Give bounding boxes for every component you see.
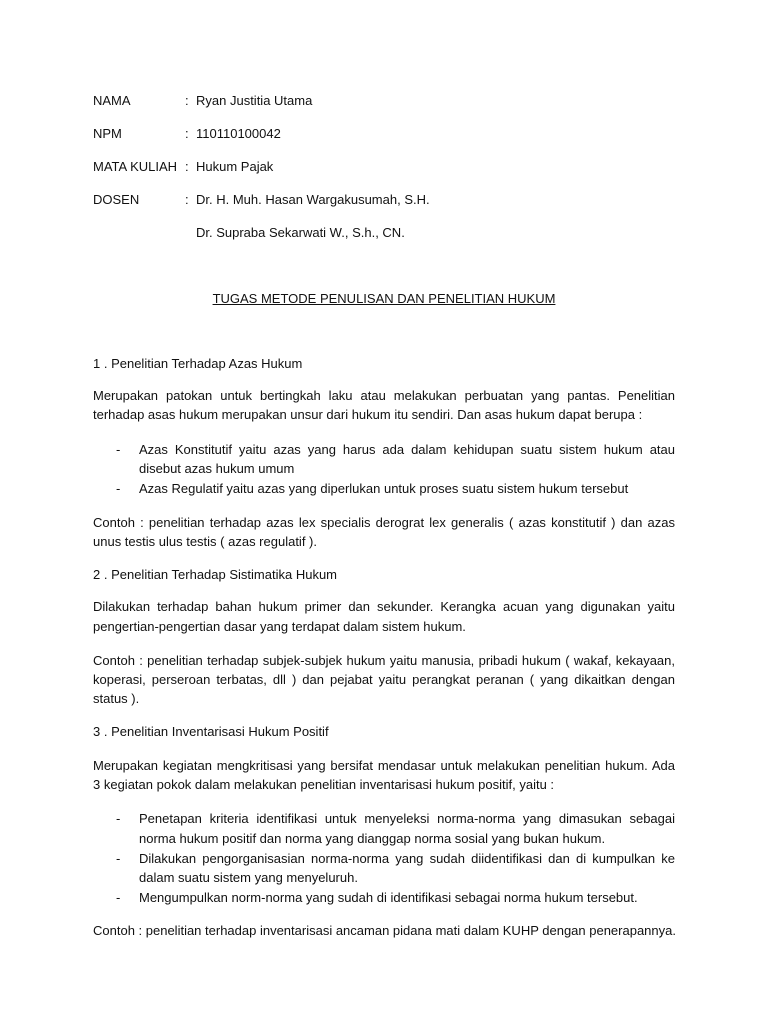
bullet-dash: -: [116, 890, 121, 905]
section-3-heading: 3 . Penelitian Inventarisasi Hukum Positif: [93, 724, 329, 739]
npm-value: 110110100042: [196, 126, 281, 141]
section-1-bullet-1-line: disebut azas hukum umum: [139, 461, 295, 476]
section-2-example-line: koperasi, perseroan terbatas, dll ) dan pejabat yaitu perangkat peranan ( yang dikaitkan dengan: [93, 672, 675, 687]
section-1-example-line: Contoh : penelitian terhadap azas lex specialis derograt lex generalis ( azas konstitutif ) dan azas: [93, 515, 675, 530]
npm-label: NPM: [93, 126, 122, 141]
section-1-bullet-1-line: Azas Konstitutif yaitu azas yang harus ada dalam kehidupan suatu sistem hukum atau: [139, 442, 675, 457]
dosen-value-2: Dr. Supraba Sekarwati W., S.h., CN.: [196, 225, 405, 240]
mata-kuliah-colon: :: [185, 159, 189, 174]
section-3-bullet-2-line: dalam suatu sistem yang menyeluruh.: [139, 870, 358, 885]
npm-colon: :: [185, 126, 189, 141]
section-1-bullet-2: Azas Regulatif yaitu azas yang diperlukan untuk proses suatu sistem hukum tersebut: [139, 481, 629, 496]
section-2-heading: 2 . Penelitian Terhadap Sistimatika Hukum: [93, 567, 337, 582]
bullet-dash: -: [116, 851, 121, 866]
section-2-example-line: status ).: [93, 691, 140, 706]
section-1-para-line: terhadap asas hukum merupakan unsur dari hukum itu sendiri. Dan asas hukum dapat berupa :: [93, 407, 643, 422]
document-title: TUGAS METODE PENULISAN DAN PENELITIAN HUKUM: [212, 291, 556, 306]
section-3-bullet-1-line: Penetapan kriteria identifikasi untuk menyeleksi norma-norma yang dimasukan sebagai: [139, 811, 675, 826]
bullet-dash: -: [116, 811, 121, 826]
dosen-label: DOSEN: [93, 192, 140, 207]
section-2-para-line: Dilakukan terhadap bahan hukum primer dan sekunder. Kerangka acuan yang digunakan yaitu: [93, 599, 675, 614]
section-1-example-line: unus testis ulus testis ( azas regulatif ).: [93, 534, 317, 549]
dosen-colon: :: [185, 192, 189, 207]
section-3-example: Contoh : penelitian terhadap inventarisasi ancaman pidana mati dalam KUHP dengan penerapannya.: [93, 923, 676, 938]
mata-kuliah-value: Hukum Pajak: [196, 159, 274, 174]
section-1-heading: 1 . Penelitian Terhadap Azas Hukum: [93, 356, 303, 371]
bullet-dash: -: [116, 442, 121, 457]
section-1-para-line: Merupakan patokan untuk bertingkah laku atau melakukan perbuatan yang pantas. Penelitian: [93, 388, 675, 403]
section-3-para-line: Merupakan kegiatan mengkritisasi yang bersifat mendasar untuk melakukan penelitian hukum. Ada: [93, 758, 675, 773]
section-3-bullet-2-line: Dilakukan pengorganisasian norma-norma yang sudah diidentifikasi dan di kumpulkan ke: [139, 851, 675, 866]
section-3-bullet-3: Mengumpulkan norm-norma yang sudah di identifikasi sebagai norma hukum tersebut.: [139, 890, 638, 905]
nama-value: Ryan Justitia Utama: [196, 93, 313, 108]
bullet-dash: -: [116, 481, 121, 496]
nama-label: NAMA: [93, 93, 131, 108]
dosen-value-1: Dr. H. Muh. Hasan Wargakusumah, S.H.: [196, 192, 430, 207]
mata-kuliah-label: MATA KULIAH: [93, 159, 178, 174]
section-3-para-line: 3 kegiatan pokok dalam melakukan penelitian inventarisasi hukum positif, yaitu :: [93, 777, 555, 792]
section-3-bullet-1-line: norma hukum positif dan norma yang dianggap norma sosial yang bukan hukum.: [139, 831, 606, 846]
section-2-para-line: pengertian-pengertian dasar yang terdapat dalam sistem hukum.: [93, 619, 466, 634]
nama-colon: :: [185, 93, 189, 108]
section-2-example-line: Contoh : penelitian terhadap subjek-subjek hukum yaitu manusia, pribadi hukum ( wakaf, kekayaan,: [93, 653, 675, 668]
